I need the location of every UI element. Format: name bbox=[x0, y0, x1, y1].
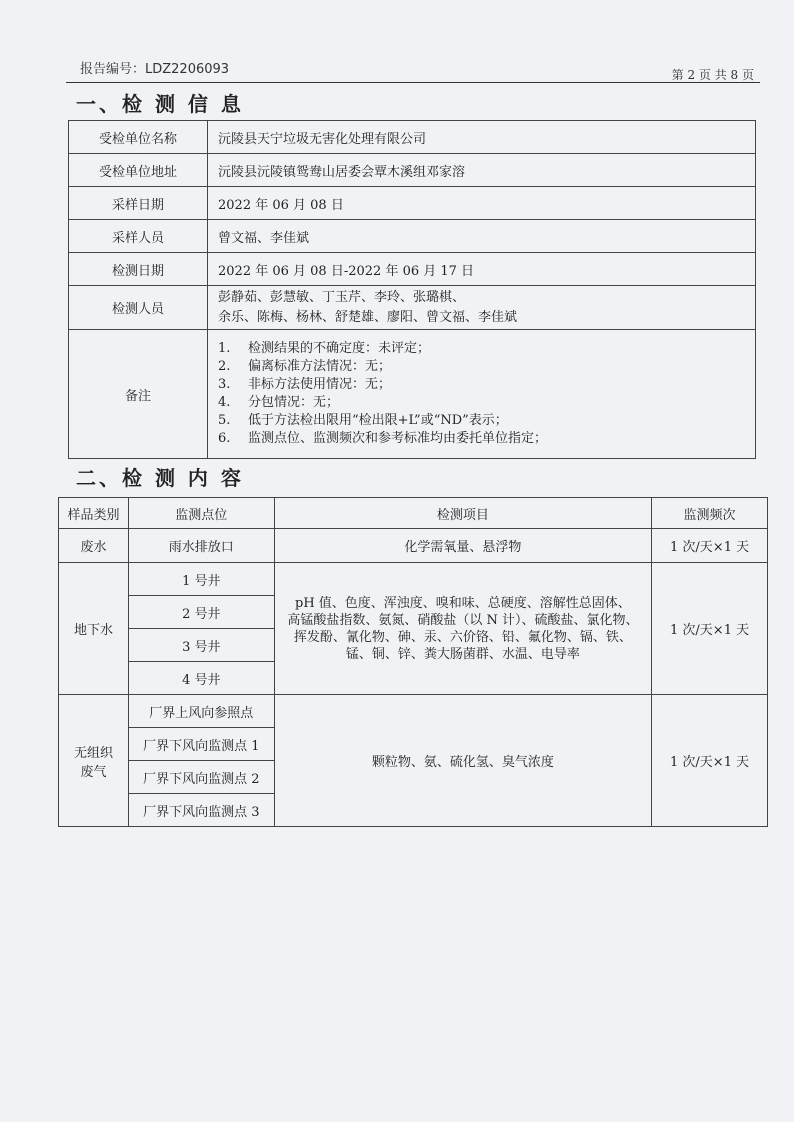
table-row bbox=[59, 529, 768, 563]
sample-category: 地下水 bbox=[59, 563, 129, 695]
table-row bbox=[69, 330, 756, 459]
sample-category: 无组织 废气 bbox=[59, 695, 129, 827]
monitoring-point: 厂界上风向参照点 bbox=[128, 695, 274, 728]
note-item: 4. 分包情况：无； bbox=[218, 395, 340, 410]
info-table bbox=[68, 120, 756, 459]
personnel-line: 彭静茹、彭慧敏、丁玉芹、李玲、张璐棋、 bbox=[218, 289, 466, 305]
table-row bbox=[69, 220, 756, 253]
monitoring-point: 1 号井 bbox=[128, 563, 274, 596]
test-items: pH 值、色度、浑浊度、嗅和味、总硬度、溶解性总固体、 高锰酸盐指数、氨氮、硝酸盐（以 N 计）、硫酸盐、氯化物、 挥发酚、氰化物、砷、汞、六价铬、铅、氟化物、镉、铁、 锰、铜、锌、粪大肠菌群、水温、电导率 bbox=[274, 563, 651, 695]
column-header: 样品类别 bbox=[59, 498, 129, 529]
column-header: 检测项目 bbox=[274, 498, 651, 529]
monitoring-point: 3 号井 bbox=[128, 629, 274, 662]
info-value: 2022 年 06 月 08 日 bbox=[208, 187, 756, 220]
report-number: 报告编号：LDZ2206093 bbox=[80, 62, 230, 77]
info-value: 沅陵县沅陵镇鸳鸯山居委会覃木溪组邓家溶 bbox=[208, 154, 756, 187]
table-row bbox=[59, 563, 768, 596]
frequency: 1 次/天×1 天 bbox=[652, 695, 768, 827]
test-items: 化学需氧量、悬浮物 bbox=[274, 529, 651, 563]
content-table bbox=[58, 497, 768, 827]
info-label: 采样日期 bbox=[69, 187, 208, 220]
info-label: 备注 bbox=[69, 330, 208, 459]
info-label: 受检单位地址 bbox=[69, 154, 208, 187]
personnel-value bbox=[208, 286, 756, 330]
monitoring-point: 2 号井 bbox=[128, 596, 274, 629]
page-indicator: 第 2 页 共 8 页 bbox=[671, 68, 754, 82]
header-divider bbox=[66, 82, 760, 83]
table-row bbox=[69, 253, 756, 286]
sample-category: 废水 bbox=[59, 529, 129, 563]
info-value: 曾文福、李佳斌 bbox=[208, 220, 756, 253]
test-items: 颗粒物、氨、硫化氢、臭气浓度 bbox=[274, 695, 651, 827]
note-item: 2. 偏离标准方法情况：无； bbox=[218, 359, 392, 374]
note-item: 3. 非标方法使用情况：无； bbox=[218, 377, 392, 392]
monitoring-point: 4 号井 bbox=[128, 662, 274, 695]
info-value: 沅陵县天宁垃圾无害化处理有限公司 bbox=[208, 121, 756, 154]
monitoring-point: 厂界下风向监测点 1 bbox=[128, 728, 274, 761]
section-title-content: 二、检 测 内 容 bbox=[76, 466, 244, 490]
monitoring-point: 厂界下风向监测点 2 bbox=[128, 761, 274, 794]
table-row bbox=[69, 286, 756, 330]
note-item: 6. 监测点位、监测频次和参考标准均由委托单位指定； bbox=[218, 431, 548, 446]
info-label: 检测日期 bbox=[69, 253, 208, 286]
table-row bbox=[59, 695, 768, 728]
section-title-info: 一、检 测 信 息 bbox=[76, 92, 244, 116]
table-header-row bbox=[59, 498, 768, 529]
frequency: 1 次/天×1 天 bbox=[652, 529, 768, 563]
monitoring-point: 雨水排放口 bbox=[128, 529, 274, 563]
note-item: 1. 检测结果的不确定度：未评定； bbox=[218, 341, 431, 356]
frequency: 1 次/天×1 天 bbox=[652, 563, 768, 695]
info-value: 2022 年 06 月 08 日-2022 年 06 月 17 日 bbox=[208, 253, 756, 286]
column-header: 监测频次 bbox=[652, 498, 768, 529]
personnel-line: 余乐、陈梅、杨林、舒楚雄、廖阳、曾文福、李佳斌 bbox=[218, 309, 518, 325]
note-item: 5. 低于方法检出限用“检出限+L”或“ND”表示； bbox=[218, 413, 508, 428]
table-row bbox=[69, 154, 756, 187]
info-label: 采样人员 bbox=[69, 220, 208, 253]
notes-list bbox=[208, 330, 756, 459]
table-row bbox=[69, 121, 756, 154]
monitoring-point: 厂界下风向监测点 3 bbox=[128, 794, 274, 827]
info-label: 检测人员 bbox=[69, 286, 208, 330]
column-header: 监测点位 bbox=[128, 498, 274, 529]
table-row bbox=[69, 187, 756, 220]
info-label: 受检单位名称 bbox=[69, 121, 208, 154]
